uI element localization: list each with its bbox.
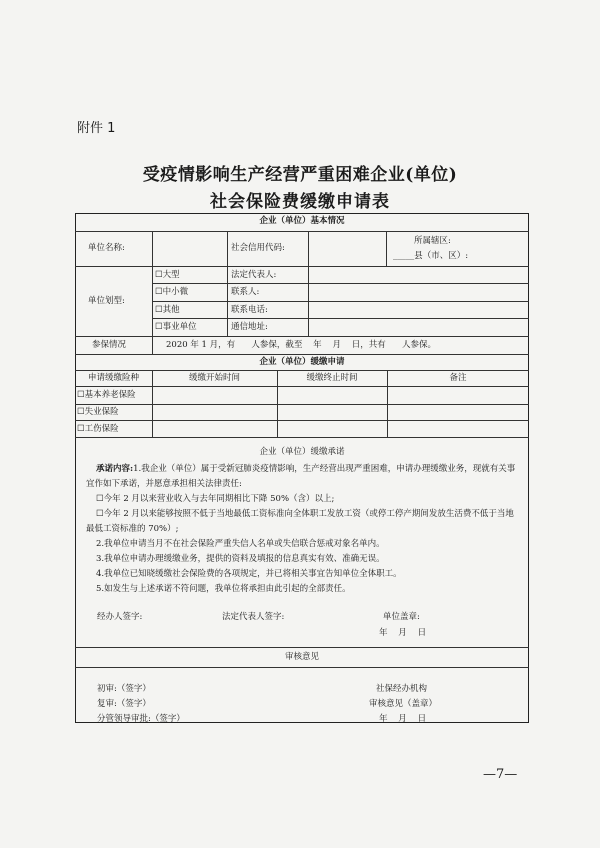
jurisdiction-label: 所属辖区: [414,236,451,246]
commitment-option2[interactable]: ☐今年 2 月以来能够按照不低于当地最低工资标准向全体职工发放工资（或停工停产期间发放生活费不低于当地最低工资标准的 70%）; [86,509,514,534]
deferral-header: 企业（单位）缓缴申请 [259,357,345,367]
insured-text: 2020 年 1 月，有 人参保，截至 年 月 日，共有 人参保。 [166,340,436,350]
row-divider [75,404,529,405]
col-divider [227,266,228,336]
leader-review-label: 分管领导审批:（签字） [97,714,185,724]
commitment-paragraph1 [86,462,522,492]
commitment-item2: 2.我单位申请当月不在社会保险严重失信人名单或失信联合惩戒对象名单内。 [96,539,385,549]
row-divider [75,370,529,371]
second-review-label: 复审:（签字） [97,699,151,709]
commitment-item3: 3.我单位申请办理缓缴业务，提供的资料及填报的信息真实有效、准确无误。 [96,554,385,564]
form-subtitle: 社会保险费缓缴申请表 [210,192,390,212]
col-insurance-type: 申请缓缴险种 [87,373,139,383]
insurance-unemployment[interactable]: ☐失业保险 [77,407,119,417]
first-review-label: 初审:（签字） [97,684,151,694]
row-divider [75,266,529,267]
unit-type-label: 单位划型: [88,296,125,306]
commitment-title: 企业（单位）缓缴承诺 [259,447,345,457]
commitment-item5: 5.如发生与上述承诺不符问题，我单位将承担由此引起的全部责任。 [96,584,351,594]
col-divider [386,231,387,266]
unit-type-institution[interactable]: ☐事业单位 [155,322,197,332]
form-title: 受疫情影响生产经营严重困难企业(单位) [142,165,458,185]
col-divider [227,231,228,266]
col-divider [152,231,153,336]
commitment-item1: 1.我企业（单位）属于受新冠肺炎疫情影响，生产经营出现严重困难，申请办理缓缴业务，现就有关事宜作如下承诺，并愿意承担相关法律责任: [86,464,516,489]
row-divider [75,354,529,355]
row-divider [75,336,529,337]
commitment-option1[interactable]: ☐今年 2 月以来营业收入与去年同期相比下降 50%（含）以上; [96,494,335,504]
insurance-injury[interactable]: ☐工伤保险 [77,424,119,434]
unit-type-small[interactable]: ☐中小微 [155,287,189,297]
commitment-date: 年 月 日 [379,628,427,638]
unit-type-large[interactable]: ☐大型 [155,270,180,280]
col-end-time: 缓缴终止时间 [306,373,358,383]
legal-rep-signature-label: 法定代表人签字: [222,612,285,622]
col-divider [152,336,153,354]
credit-code-label: 社会信用代码: [231,243,285,253]
unit-seal-label: 单位盖章: [383,612,420,622]
basic-info-header: 企业（单位）基本情况 [259,216,345,226]
row-divider [152,318,529,319]
insured-label: 参保情况 [92,340,127,350]
page-number: —7— [483,767,518,782]
row-divider [152,283,529,284]
contact-phone-label: 联系电话: [231,305,268,315]
insurance-pension[interactable]: ☐基本养老保险 [77,390,136,400]
col-start-time: 缓缴开始时间 [188,373,240,383]
agent-signature-label: 经办人签字: [97,612,143,622]
col-remarks: 备注 [449,373,467,383]
agency-label: 社保经办机构 [376,684,428,694]
row-divider [75,420,529,421]
review-date: 年 月 日 [379,714,427,724]
attachment-label: 附件 1 [77,121,116,136]
unit-type-other[interactable]: ☐其他 [155,305,180,315]
row-divider [152,301,529,302]
row-divider [75,647,529,648]
agency-opinion-label: 审核意见（盖章） [369,699,438,709]
unit-name-label: 单位名称: [88,243,125,253]
row-divider [75,667,529,668]
contact-person-label: 联系人: [231,287,260,297]
row-divider [75,386,529,387]
row-divider [75,231,529,232]
commitment-item4: 4.我单位已知晓缓缴社会保险费的各项规定，并已将相关事宜告知单位全体职工。 [96,569,402,579]
address-label: 通信地址: [231,322,268,332]
commitment-lead-label: 承诺内容: [96,464,134,474]
review-header: 审核意见 [284,652,319,662]
col-divider [308,231,309,336]
row-divider [75,437,529,438]
legal-rep-label: 法定代表人: [231,270,277,280]
jurisdiction-value: _____县（市、区）: [393,251,469,261]
